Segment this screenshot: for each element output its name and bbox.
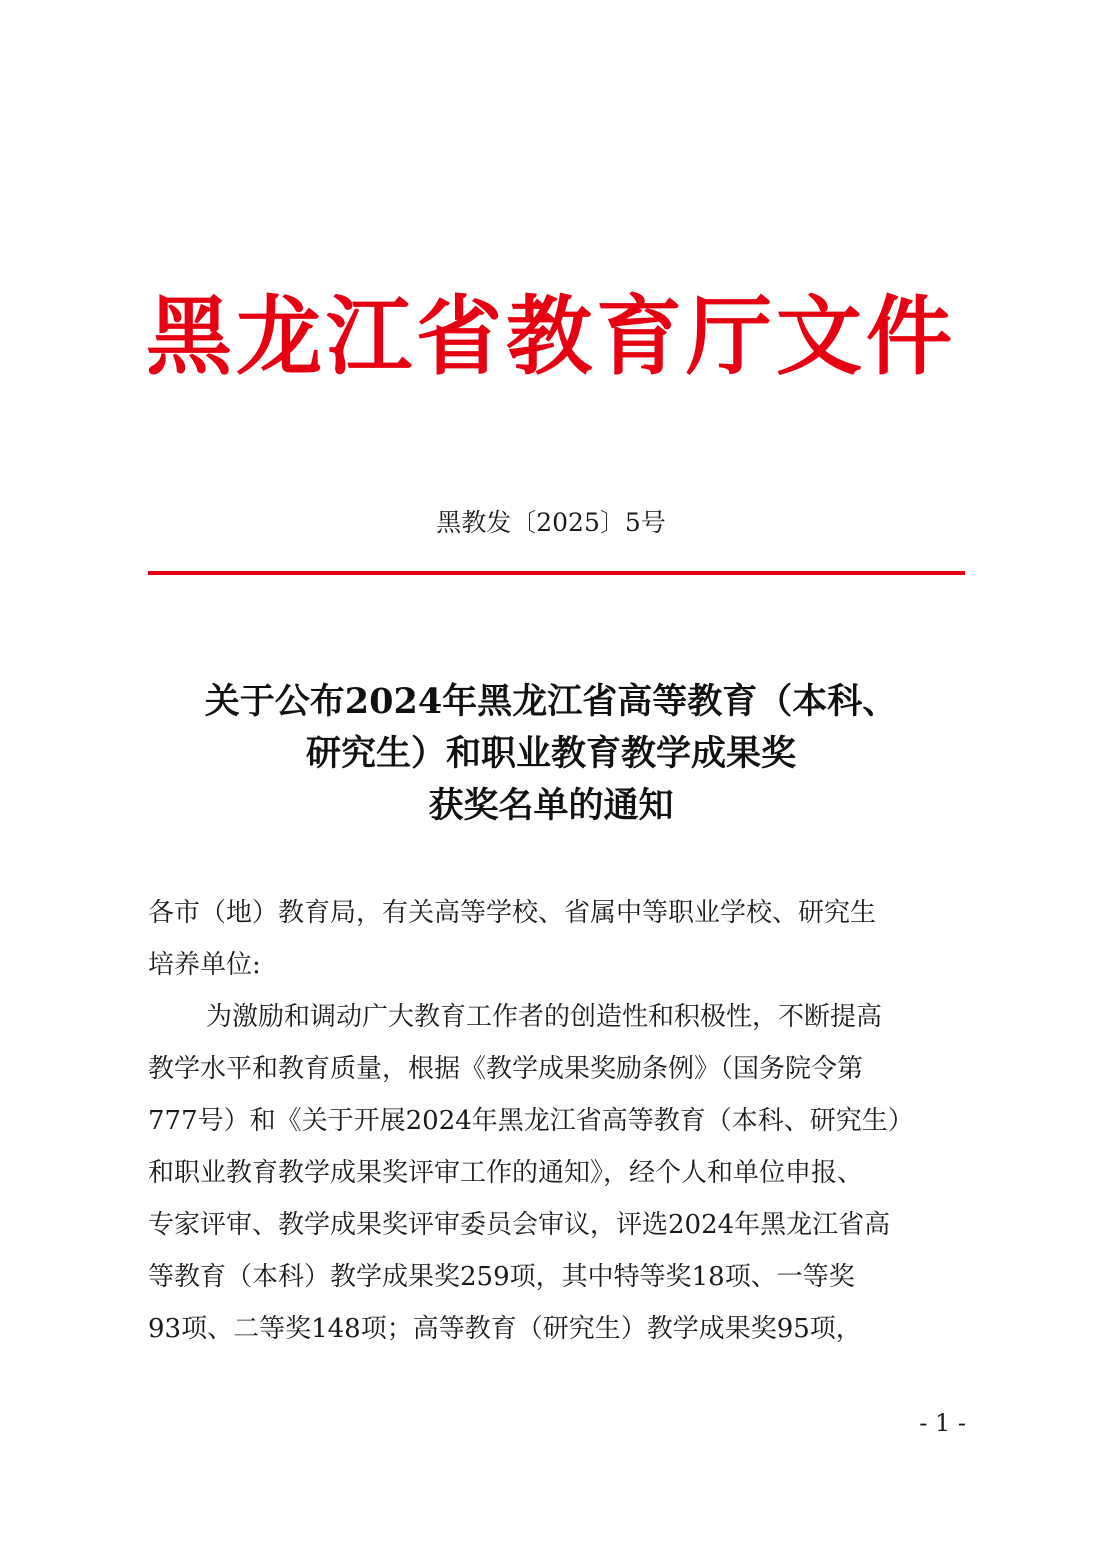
body-line-paragraph-start: 为激励和调动广大教育工作者的创造性和积极性，不断提高	[206, 1002, 883, 1032]
notice-title-line: 关于公布2024年黑龙江省高等教育（本科、	[204, 681, 898, 722]
body-line: 等教育（本科）教学成果奖259项，其中特等奖18项、一等奖	[148, 1262, 855, 1292]
red-divider-line	[148, 571, 965, 575]
issuing-authority-title: 黑龙江省教育厅文件	[146, 286, 956, 387]
notice-title-line: 研究生）和职业教育教学成果奖	[305, 733, 796, 774]
page-number: - 1 -	[919, 1409, 966, 1437]
body-line: 777号）和《关于开展2024年黑龙江省高等教育（本科、研究生）	[148, 1106, 914, 1136]
body-line: 93项、二等奖148项；高等教育（研究生）教学成果奖95项，	[148, 1314, 862, 1344]
notice-title-line: 获奖名单的通知	[428, 785, 674, 826]
notice-body	[148, 887, 968, 1355]
document-number: 黑教发〔2025〕5号	[436, 508, 666, 537]
notice-title	[0, 676, 1102, 832]
body-line: 专家评审、教学成果奖评审委员会审议，评选2024年黑龙江省高	[148, 1210, 891, 1240]
body-line-salutation: 各市（地）教育局，有关高等学校、省属中等职业学校、研究生	[148, 898, 877, 928]
body-line: 教学水平和教育质量，根据《教学成果奖励条例》（国务院令第	[148, 1054, 864, 1084]
body-line: 和职业教育教学成果奖评审工作的通知》，经个人和单位申报、	[148, 1158, 864, 1188]
body-line-salutation: 培养单位:	[148, 950, 261, 980]
